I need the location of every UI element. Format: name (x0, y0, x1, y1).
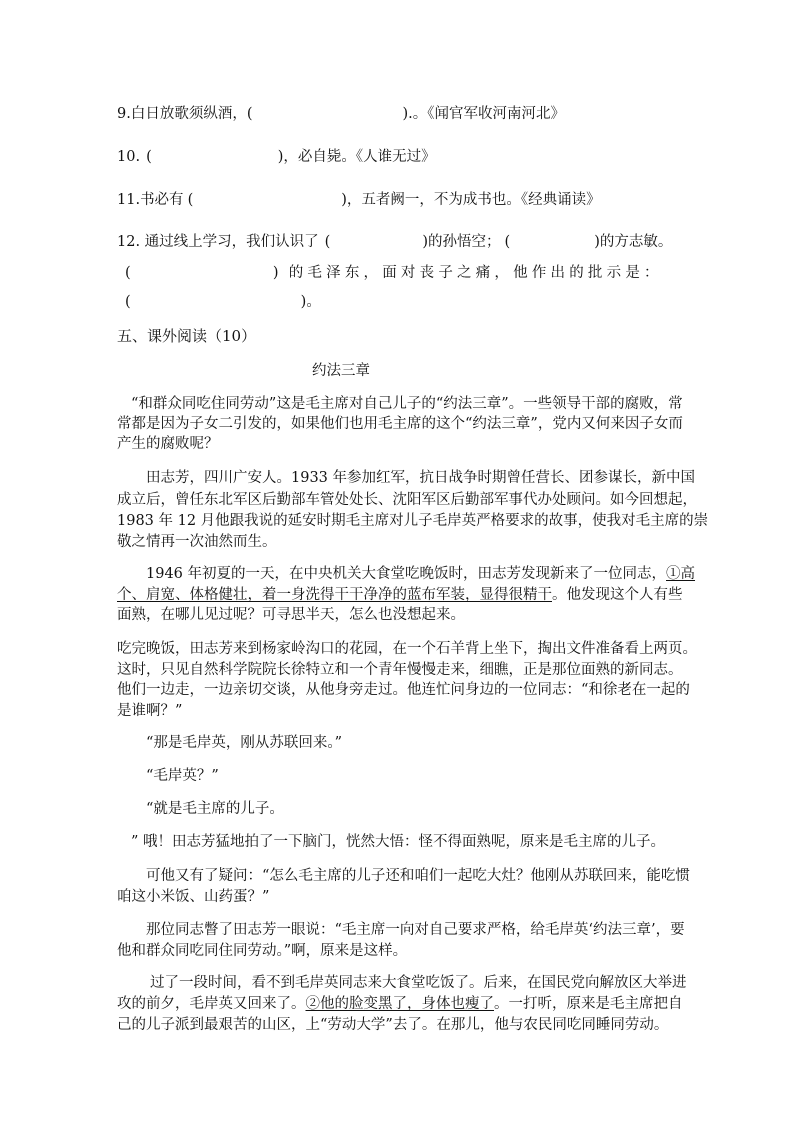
question-12-line-3: ( )。 (125, 294, 321, 310)
paragraph-4-line-4: 是谁啊？” (117, 703, 183, 719)
paragraph-1-line-2: 常都是因为子女二引发的，如果他们也用毛主席的这个“约法三章”，党内又何来因子女而 (117, 416, 683, 432)
paragraph-7-line-3: 己的儿子派到最艰苦的山区，上“劳动大学”去了。在那儿，他与农民同吃同睡同劳动。 (117, 1017, 669, 1033)
question-number: 11. (117, 192, 141, 208)
paragraph-4-line-1: 吃完晚饭，田志芳来到杨家岭沟口的花园，在一个石羊背上坐下，掏出文件准备看上两页。 (117, 641, 697, 657)
paragraph-1-line-1: “和群众同吃住同劳动”这是毛主席对自己儿子的“约法三章”。一些领导干部的腐败，常 (131, 396, 683, 412)
paragraph-2-line-4: 敬之情再一次油然而生。 (117, 534, 277, 550)
article-title: 约法三章 (312, 363, 370, 379)
dialogue-line-2: “毛岸英？” (146, 768, 219, 784)
paragraph-2-line-3: 1983 年 12 月他跟我说的延安时期毛主席对儿子毛岸英严格要求的故事，使我对毛主席的崇 (117, 513, 709, 529)
question-10: 10. ( )，必自毙。《人谁无过》 (117, 149, 436, 165)
paragraph-2-line-2: 成立后，曾任东北军区后勤部车管处处长、沈阳军区后勤部军事代办处顾问。如今回想起， (117, 492, 697, 508)
dialogue-line-4: ” 哦！田志芳猛地拍了一下脑门，恍然大悟：怪不得面熟呢，原来是毛主席的儿子。 (131, 834, 666, 850)
paragraph-5-line-2: 咱这小米饭、山药蛋？” (117, 889, 270, 905)
paragraph-2-line-1: 田志芳，四川广安人。1933 年参加红军，抗日战争时期曾任营长、团参谋长，新中国 (146, 470, 696, 486)
underlined-sentence-1: ①高 (666, 566, 696, 582)
question-9: 9.白日放歌须纵酒，( ).。《闻官军收河南河北》 (117, 106, 566, 122)
source-title: 《经典诵读》 (520, 192, 601, 208)
paragraph-3-line-2: 个、肩宽、体格健壮，着一身洗得干干净净的蓝布军装，显得很精干。他发现这个人有些 (117, 587, 683, 603)
question-12-line-2: ( ) 的毛泽东，面对丧子之痛，他作出的批示是： (125, 265, 663, 281)
dialogue-line-1: “那是毛岸英，刚从苏联回来。” (146, 735, 343, 751)
section-heading: 五、课外阅读（10） (117, 327, 257, 345)
question-number: 9. (117, 106, 131, 122)
paragraph-7-line-2: 攻的前夕，毛岸英又回来了。②他的脸变黑了，身体也瘦了。一打听，原来是毛主席把自 (117, 996, 683, 1012)
paragraph-6-line-2: 他和群众同吃同住同劳动。”啊，原来是这样。 (117, 943, 408, 959)
paragraph-7-line-1: 过了一段时间，看不到毛岸英同志来大食堂吃饭了。后来，在国民党向解放区大举进 (150, 975, 687, 991)
underlined-sentence-2: ②他的脸变黑了，身体也瘦了 (305, 996, 494, 1012)
paragraph-3-line-3: 面熟，在哪儿见过呢？可寻思半天，怎么也没想起来。 (117, 607, 465, 623)
dialogue-line-3: “就是毛主席的儿子。 (146, 801, 284, 817)
paragraph-5-line-1: 可他又有了疑问：“怎么毛主席的儿子还和咱们一起吃大灶？他刚从苏联回来，能吃惯 (146, 868, 690, 884)
paragraph-4-line-3: 他们一边走，一边亲切交谈，从他身旁走过。他连忙问身边的一位同志：“和徐老在一起的 (117, 682, 690, 698)
underlined-sentence-1-cont: 个、肩宽、体格健壮，着一身洗得干干净净的蓝布军装，显得很精干 (117, 587, 552, 603)
paragraph-3-line-1: 1946 年初夏的一天，在中央机关大食堂吃晚饭时，田志芳发现新来了一位同志，①高 (146, 566, 696, 582)
source-title: 。《闻官军收河南河北》 (412, 106, 566, 122)
paragraph-4-line-2: 这时，只见自然科学院院长徐特立和一个青年慢慢走来，细瞧，正是那位面熟的新同志。 (117, 662, 683, 678)
question-12-line-1: 12. 通过线上学习，我们认识了 ( )的孙悟空； ( )的方志敏。 (117, 234, 673, 250)
paragraph-6-line-1: 那位同志瞥了田志芳一眼说：“毛主席一向对自己要求严格，给毛岸英‘约法三章’，要 (146, 922, 685, 938)
paragraph-1-line-3: 产生的腐败呢？ (117, 436, 219, 452)
question-11: 11.书必有 ( )，五者阙一，不为成书也。《经典诵读》 (117, 192, 601, 208)
source-title: 《人谁无过》 (355, 149, 436, 165)
question-number: 10. (117, 149, 141, 165)
